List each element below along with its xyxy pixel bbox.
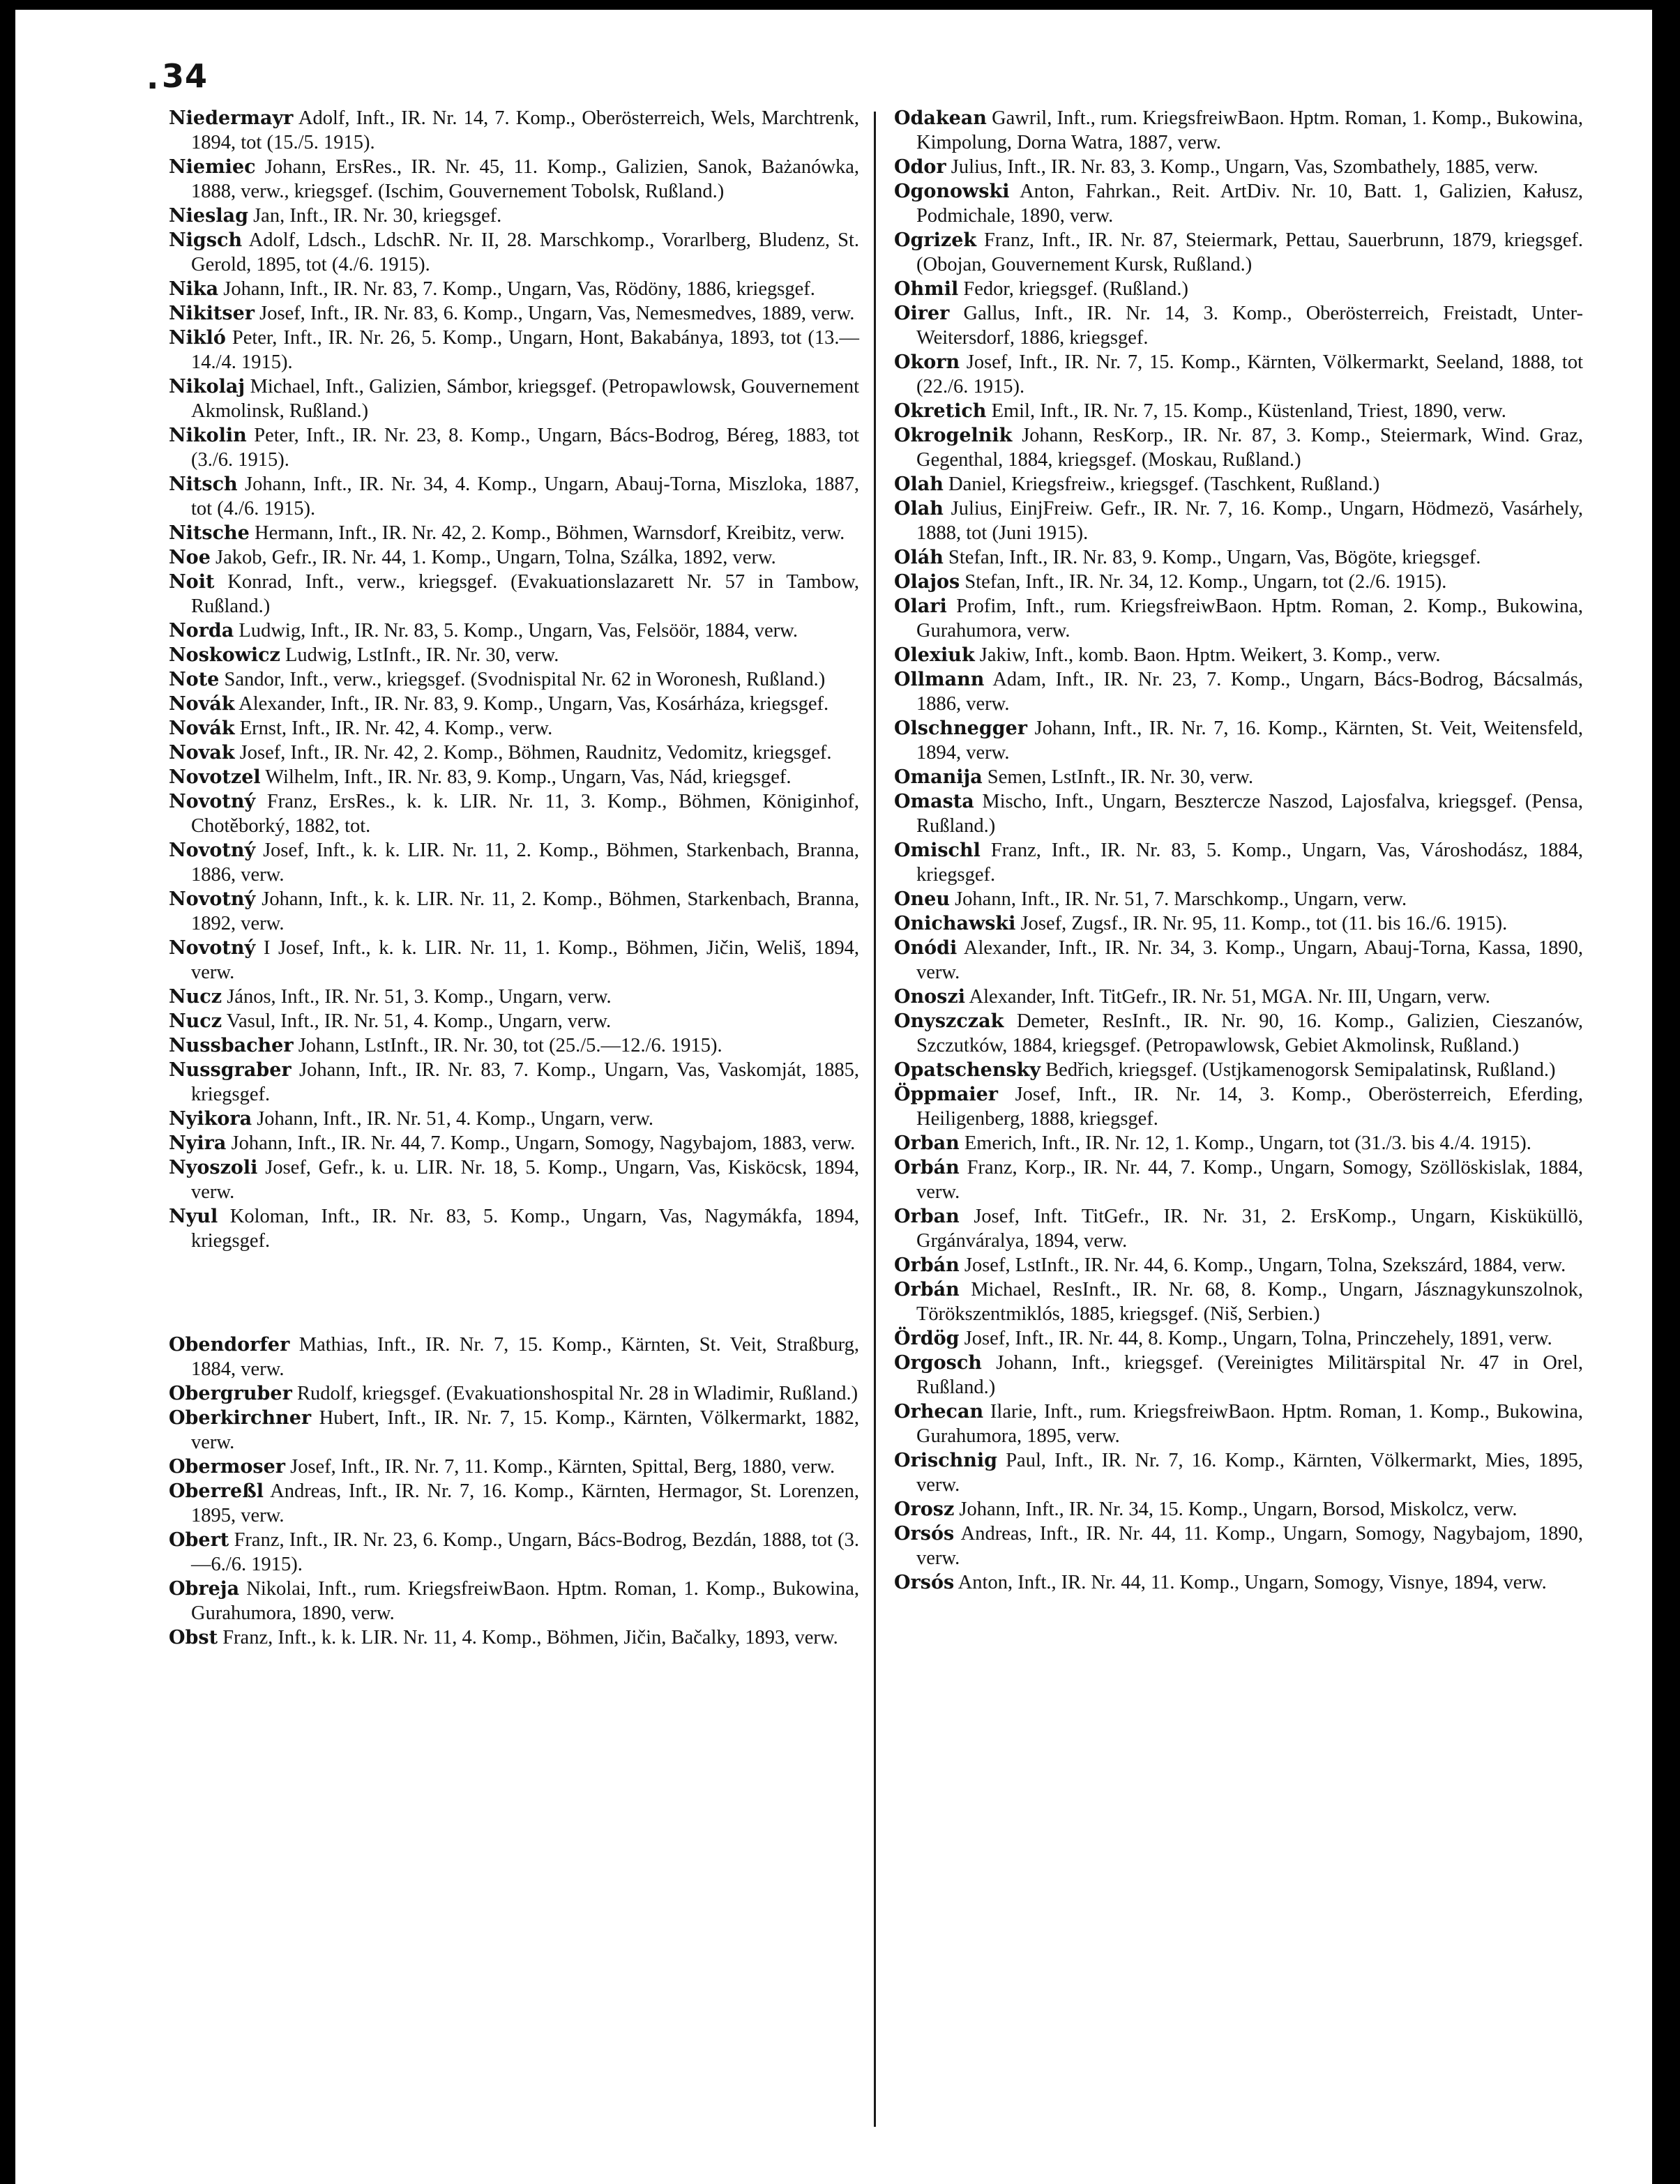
list-entry [169,1577,859,1625]
scan-border-top [0,0,1680,10]
entry-details: Franz, ErsRes., k. k. LIR. Nr. 11, 3. Komp., Böhmen, Königinhof, Chotěborký, 1882, tot. [191,791,860,837]
entry-surname: Orhecan [894,1401,984,1423]
entry-surname: Norda [169,620,234,642]
entry-details: Emil, Inft., IR. Nr. 7, 15. Komp., Küstenland, Triest, 1890, verw. [991,400,1506,422]
list-entry [894,301,1583,350]
entry-surname: Nyira [169,1132,227,1154]
entry-surname: Ördög [894,1328,960,1349]
entry-surname: Orgosch [894,1352,982,1374]
entry-details: Jan, Inft., IR. Nr. 30, kriegsgef. [253,205,502,227]
entry-surname: Ollmann [894,669,985,690]
list-entry [169,619,859,643]
entry-details: Josef, Inft. TitGefr., IR. Nr. 31, 2. ErsKomp., Ungarn, Kisküküllö, Grgánváralya, 1894, verw. [916,1206,1584,1252]
entry-details: Franz, Inft., IR. Nr. 87, Steiermark, Pettau, Sauerbrunn, 1879, kriegsgef. (Obojan, Gouvernement Kursk, Rußland.) [916,229,1584,275]
entry-surname: Novák [169,693,235,715]
list-entry [169,545,859,570]
entry-surname: Obert [169,1529,229,1551]
entry-surname: Onoszi [894,986,965,1008]
entry-details: Franz, Korp., IR. Nr. 44, 7. Komp., Ungarn, Somogy, Szöllöskislak, 1884, verw. [916,1157,1584,1203]
list-entry [169,326,859,374]
list-entry [169,789,859,838]
entry-details: Fedor, kriegsgef. (Rußland.) [963,278,1188,300]
entry-details: Demeter, ResInft., IR. Nr. 90, 16. Komp., Galizien, Cieszanów, Szczutków, 1884, kriegsgef. (Petropawlowsk, Gebiet Akmolinsk, Rußland.) [916,1010,1584,1056]
list-entry [169,1204,859,1253]
entry-surname: Orischnig [894,1450,998,1471]
entry-details: Rudolf, kriegsgef. (Evakuationshospital Nr. 28 in Wladimir, Rußland.) [296,1383,858,1404]
entry-details: Franz, Inft., IR. Nr. 23, 6. Komp., Ungarn, Bács-Bodrog, Bezdán, 1888, tot (3.—6./6. 1915). [191,1529,859,1575]
entry-surname: Orosz [894,1499,955,1520]
entry-details: Jakiw, Inft., komb. Baon. Hptm. Weikert, 3. Komp., verw. [979,644,1441,666]
entry-details: Ludwig, LstInft., IR. Nr. 30, verw. [285,644,559,666]
entry-surname: Nitsche [169,522,250,544]
entry-details: Johann, ResKorp., IR. Nr. 87, 3. Komp., Steiermark, Wind. Graz, Gegenthal, 1884, kriegsgef. (Moskau, Rußland.) [916,425,1584,471]
list-entry [894,155,1583,179]
entry-surname: Okorn [894,351,960,373]
entry-details: Bedřich, kriegsgef. (Ustjkamenogorsk Semipalatinsk, Rußland.) [1045,1059,1556,1081]
entry-surname: Olexiuk [894,644,975,666]
entry-surname: Olschnegger [894,718,1028,739]
list-entry [169,643,859,667]
entry-surname: Nyul [169,1206,218,1227]
list-entry [894,545,1583,570]
entries-n-group [169,106,859,1253]
list-entry [894,399,1583,423]
entry-details: Stefan, Inft., IR. Nr. 34, 12. Komp., Ungarn, tot (2./6. 1915). [964,571,1447,593]
entry-details: Adam, Inft., IR. Nr. 23, 7. Komp., Ungarn, Bács-Bodrog, Bácsalmás, 1886, verw. [916,669,1583,715]
entry-details: Koloman, Inft., IR. Nr. 83, 5. Komp., Ungarn, Vas, Nagymákfa, 1894, kriegsgef. [191,1206,859,1252]
list-entry [894,570,1583,594]
list-entry [894,228,1583,277]
entry-details: Konrad, Inft., verw., kriegsgef. (Evakuationslazarett Nr. 57 in Tambow, Rußland.) [191,571,859,617]
entry-details: Sandor, Inft., verw., kriegsgef. (Svodnispital Nr. 62 in Woronesh, Rußland.) [224,669,826,690]
entry-surname: Ogonowski [894,181,1010,202]
entry-surname: Omischl [894,840,981,861]
entry-surname: Odor [894,156,946,178]
entry-details: Andreas, Inft., IR. Nr. 44, 11. Komp., Ungarn, Somogy, Nagybajom, 1890, verw. [916,1523,1583,1569]
list-entry [894,1009,1583,1058]
entry-surname: Onyszczak [894,1010,1004,1032]
entries-right [894,106,1583,1595]
entry-details: János, Inft., IR. Nr. 51, 3. Komp., Ungarn, verw. [227,986,612,1008]
list-entry [169,423,859,472]
entry-surname: Onódi [894,937,958,959]
entry-surname: Okrogelnik [894,425,1013,446]
entry-details: Julius, Inft., IR. Nr. 83, 3. Komp., Ungarn, Vas, Szombathely, 1885, verw. [951,156,1538,178]
entry-details: Josef, Inft., k. k. LIR. Nr. 11, 2. Komp., Böhmen, Starkenbach, Branna, 1886, verw. [191,840,860,886]
list-entry [169,1333,859,1381]
list-entry [894,179,1583,228]
list-entry [894,350,1583,399]
list-entry [169,1625,859,1650]
entry-details: Jakob, Gefr., IR. Nr. 44, 1. Komp., Ungarn, Tolna, Szálka, 1892, verw. [215,547,776,568]
entry-surname: Oberkirchner [169,1407,312,1429]
entry-surname: Novotný [169,888,256,910]
list-entry [894,1522,1583,1570]
entry-surname: Nieslag [169,205,248,227]
list-entry [894,716,1583,765]
entry-surname: Orsós [894,1523,955,1545]
entry-surname: Orbán [894,1254,960,1276]
entry-surname: Olah [894,498,944,520]
list-entry [894,106,1583,155]
entry-surname: Novotzel [169,766,261,788]
entry-surname: Nitsch [169,473,238,495]
entry-surname: Odakean [894,107,987,129]
entry-surname: Noskowicz [169,644,280,666]
entry-surname: Oneu [894,888,950,910]
entry-details: Alexander, Inft., IR. Nr. 83, 9. Komp., Ungarn, Vas, Kosárháza, kriegsgef. [239,693,829,715]
entry-surname: Orban [894,1206,960,1227]
list-entry [169,301,859,326]
list-entry [169,838,859,887]
entry-details: Josef, Gefr., k. u. LIR. Nr. 18, 5. Komp., Ungarn, Vas, Kisköcsk, 1894, verw. [191,1157,859,1203]
entry-surname: Orsós [894,1572,955,1593]
list-entry [169,374,859,423]
list-entry [169,1107,859,1131]
entry-details: Julius, EinjFreiw. Gefr., IR. Nr. 7, 16. Komp., Ungarn, Hödmezö, Vasárhely, 1888, tot (Juni 1915). [916,498,1583,544]
list-entry [169,1033,859,1058]
entry-details: Ludwig, Inft., IR. Nr. 83, 5. Komp., Ungarn, Vas, Felsöör, 1884, verw. [239,620,798,642]
list-entry [169,1406,859,1455]
entry-surname: Öppmaier [894,1084,999,1105]
entry-surname: Olah [894,473,944,495]
entry-details: Josef, Inft., IR. Nr. 7, 15. Komp., Kärnten, Völkermarkt, Seeland, 1888, tot (22./6. 1915). [916,351,1584,397]
entry-surname: Obermoser [169,1456,285,1478]
entry-details: Josef, Zugsf., IR. Nr. 95, 11. Komp., tot (11. bis 16./6. 1915). [1020,913,1508,934]
entry-details: Josef, Inft., IR. Nr. 83, 6. Komp., Ungarn, Vas, Nemesmedves, 1889, verw. [259,303,855,324]
list-entry [169,667,859,692]
entry-surname: Obst [169,1627,218,1648]
entry-details: Peter, Inft., IR. Nr. 26, 5. Komp., Ungarn, Hont, Bakabánya, 1893, tot (13.—14./4. 1915). [191,327,859,373]
entry-details: Wilhelm, Inft., IR. Nr. 83, 9. Komp., Ungarn, Vas, Nád, kriegsgef. [265,766,792,788]
list-entry [894,765,1583,789]
list-entry [894,936,1583,985]
entry-surname: Novak [169,742,235,764]
entry-surname: Nika [169,278,219,300]
entry-surname: Novotný [169,937,256,959]
list-entry [894,1131,1583,1155]
entry-details: Hermann, Inft., IR. Nr. 42, 2. Komp., Böhmen, Warnsdorf, Kreibitz, verw. [254,522,845,544]
entry-surname: Ohmil [894,278,959,300]
list-entry [894,1570,1583,1595]
list-entry [169,1479,859,1528]
entry-surname: Omasta [894,791,974,812]
entry-details: Andreas, Inft., IR. Nr. 7, 16. Komp., Kärnten, Hermagor, St. Lorenzen, 1895, verw. [191,1480,859,1526]
entry-details: Emerich, Inft., IR. Nr. 12, 1. Komp., Ungarn, tot (31./3. bis 4./4. 1915). [964,1132,1531,1154]
entry-details: Vasul, Inft., IR. Nr. 51, 4. Komp., Ungarn, verw. [226,1010,612,1032]
entry-details: Johann, Inft., IR. Nr. 51, 4. Komp., Ungarn, verw. [257,1108,654,1130]
entry-surname: Nucz [169,986,222,1008]
entry-surname: Oirer [894,303,950,324]
entry-surname: Nucz [169,1010,222,1032]
entry-details: Johann, Inft., IR. Nr. 34, 4. Komp., Ungarn, Abauj-Torna, Miszloka, 1887, tot (4./6. 1915). [191,473,860,520]
left-column [169,106,859,1650]
list-entry [169,1058,859,1107]
entry-details: Johann, LstInft., IR. Nr. 30, tot (25./5.—12./6. 1915). [298,1035,722,1056]
entry-details: Ilarie, Inft., rum. KriegsfreiwBaon. Hptm. Roman, 1. Komp., Bukowina, Gurahumora, 1895, verw. [916,1401,1583,1447]
entry-details: Anton, Fahrkan., Reit. ArtDiv. Nr. 10, Batt. 1, Galizien, Kałusz, Podmichale, 1890, verw. [916,181,1584,227]
entry-surname: Obreja [169,1578,240,1600]
entry-surname: Nussbacher [169,1035,294,1056]
list-entry [894,1253,1583,1277]
entry-details: Franz, Inft., IR. Nr. 83, 5. Komp., Ungarn, Vas, Városhodász, 1884, kriegsgef. [916,840,1583,886]
entry-details: Johann, Inft., IR. Nr. 34, 15. Komp., Ungarn, Borsod, Miskolcz, verw. [959,1499,1518,1520]
entry-surname: Nikló [169,327,226,349]
entry-details: Mathias, Inft., IR. Nr. 7, 15. Komp., Kärnten, St. Veit, Straßburg, 1884, verw. [191,1334,859,1380]
entry-surname: Nikolin [169,425,247,446]
scan-border-right [1652,0,1680,2184]
entry-details: Johann, Inft., IR. Nr. 44, 7. Komp., Ungarn, Somogy, Nagybajom, 1883, verw. [231,1132,856,1154]
entry-details: Josef, Inft., IR. Nr. 14, 3. Komp., Oberösterreich, Eferding, Heiligenberg, 1888, kriegsgef. [916,1084,1584,1130]
entry-details: Paul, Inft., IR. Nr. 7, 16. Komp., Kärnten, Völkermarkt, Mies, 1895, verw. [916,1450,1584,1496]
entry-surname: Obergruber [169,1383,292,1404]
entry-surname: Nikitser [169,303,255,324]
list-entry [169,716,859,741]
entry-surname: Ogrizek [894,229,977,251]
entry-details: Johann, Inft., IR. Nr. 83, 7. Komp., Ungarn, Vas, Rödöny, 1886, kriegsgef. [223,278,815,300]
list-entry [894,1326,1583,1351]
entry-details: I Josef, Inft., k. k. LIR. Nr. 11, 1. Komp., Böhmen, Jičin, Weliš, 1894, verw. [191,937,860,983]
list-entry [894,887,1583,911]
entry-details: Johann, Inft., k. k. LIR. Nr. 11, 2. Komp., Böhmen, Starkenbach, Branna, 1892, verw. [191,888,860,934]
list-entry [169,1155,859,1204]
entry-surname: Okretich [894,400,987,422]
entry-surname: Novotný [169,840,256,861]
entry-details: Semen, LstInft., IR. Nr. 30, verw. [987,766,1254,788]
entry-details: Johann, Inft., IR. Nr. 51, 7. Marschkomp., Ungarn, verw. [955,888,1407,910]
list-entry [894,423,1583,472]
list-entry [894,1351,1583,1400]
list-entry [894,985,1583,1009]
entry-details: Johann, Inft., kriegsgef. (Vereinigtes Militärspital Nr. 47 in Orel, Rußland.) [916,1352,1584,1398]
list-entry [169,1528,859,1577]
page-number: . 34 [162,57,208,95]
list-entry [169,472,859,521]
entry-surname: Niemiec [169,156,256,178]
list-entry [894,1400,1583,1448]
entry-surname: Nussgraber [169,1059,292,1081]
list-entry [894,1155,1583,1204]
list-entry [169,936,859,985]
entry-details: Josef, LstInft., IR. Nr. 44, 6. Komp., Ungarn, Tolna, Szekszárd, 1884, verw. [964,1254,1566,1276]
entry-details: Adolf, Inft., IR. Nr. 14, 7. Komp., Oberösterreich, Wels, Marchtrenk, 1894, tot (15./5. 1915). [191,107,859,153]
list-entry [169,985,859,1009]
list-entry [894,838,1583,887]
entry-details: Mischo, Inft., Ungarn, Besztercze Naszod, Lajosfalva, kriegsgef. (Pensa, Rußland.) [916,791,1583,837]
entry-details: Gawril, Inft., rum. KriegsfreiwBaon. Hptm. Roman, 1. Komp., Bukowina, Kimpolung, Dorna Watra, 1887, verw. [916,107,1584,153]
entry-details: Nikolai, Inft., rum. KriegsfreiwBaon. Hptm. Roman, 1. Komp., Bukowina, Gurahumora, 1890, verw. [191,1578,859,1624]
list-entry [169,277,859,301]
list-entry [169,570,859,619]
entry-surname: Opatschensky [894,1059,1041,1081]
entry-surname: Novotný [169,791,256,812]
list-entry [894,789,1583,838]
list-entry [169,765,859,789]
entry-details: Peter, Inft., IR. Nr. 23, 8. Komp., Ungarn, Bács-Bodrog, Béreg, 1883, tot (3./6. 1915). [191,425,859,471]
list-entry [894,1082,1583,1131]
entries-o-group [169,1333,859,1650]
list-entry [894,496,1583,545]
entry-details: Alexander, Inft., IR. Nr. 34, 3. Komp., Ungarn, Abauj-Torna, Kassa, 1890, verw. [916,937,1583,983]
entry-details: Josef, Inft., IR. Nr. 42, 2. Komp., Böhmen, Raudnitz, Vedomitz, kriegsgef. [239,742,832,764]
entry-details: Franz, Inft., k. k. LIR. Nr. 11, 4. Komp., Böhmen, Jičin, Bačalky, 1893, verw. [222,1627,838,1648]
list-entry [169,1455,859,1479]
list-entry [169,741,859,765]
list-entry [894,594,1583,643]
list-entry [169,887,859,936]
entry-details: Josef, Inft., IR. Nr. 7, 11. Komp., Kärnten, Spittal, Berg, 1880, verw. [290,1456,835,1478]
entry-details: Ernst, Inft., IR. Nr. 42, 4. Komp., verw. [239,718,553,739]
entry-details: Michael, Inft., Galizien, Sámbor, kriegsgef. (Petropawlowsk, Gouvernement Akmolinsk, Rußland.) [191,376,859,422]
entry-surname: Nyoszoli [169,1157,258,1178]
entry-surname: Noit [169,571,215,593]
entry-surname: Onichawski [894,913,1016,934]
right-column [894,106,1583,1595]
entry-details: Johann, ErsRes., IR. Nr. 45, 11. Komp., Galizien, Sanok, Bażanówka, 1888, verw., kriegsgef. (Ischim, Gouvernement Tobolsk, Rußland.) [191,156,859,202]
entry-surname: Nigsch [169,229,243,251]
list-entry [169,228,859,277]
entry-surname: Noe [169,547,211,568]
entry-surname: Omanija [894,766,983,788]
entry-details: Daniel, Kriegsfreiw., kriegsgef. (Taschkent, Rußland.) [948,473,1380,495]
entry-surname: Obendorfer [169,1334,290,1356]
entry-surname: Olari [894,596,947,617]
list-entry [169,1131,859,1155]
list-entry [894,911,1583,936]
entry-surname: Olajos [894,571,960,593]
list-entry [894,643,1583,667]
entry-surname: Oberreßl [169,1480,264,1502]
entry-details: Hubert, Inft., IR. Nr. 7, 15. Komp., Kärnten, Völkermarkt, 1882, verw. [191,1407,860,1453]
list-entry [894,1448,1583,1497]
entry-surname: Orbán [894,1157,960,1178]
entry-details: Adolf, Ldsch., LdschR. Nr. II, 28. Marschkomp., Vorarlberg, Bludenz, St. Gerold, 1895, tot (4./6. 1915). [191,229,860,275]
section-gap [169,1253,859,1333]
entry-surname: Orban [894,1132,960,1154]
entry-surname: Nikolaj [169,376,245,397]
entry-details: Johann, Inft., IR. Nr. 83, 7. Komp., Ungarn, Vas, Vaskomját, 1885, kriegsgef. [191,1059,859,1105]
column-divider [874,112,876,2127]
list-entry [894,1277,1583,1326]
list-entry [169,204,859,228]
entry-details: Profim, Inft., rum. KriegsfreiwBaon. Hptm. Roman, 2. Komp., Bukowina, Gurahumora, verw. [916,596,1584,642]
entry-details: Josef, Inft., IR. Nr. 44, 8. Komp., Ungarn, Tolna, Princzehely, 1891, verw. [964,1328,1552,1349]
list-entry [169,1009,859,1033]
list-entry [169,692,859,716]
list-entry [894,1058,1583,1082]
entry-surname: Oláh [894,547,944,568]
entry-surname: Novák [169,718,235,739]
list-entry [169,155,859,204]
list-entry [894,1497,1583,1522]
entry-surname: Nyikora [169,1108,252,1130]
list-entry [169,1381,859,1406]
entry-details: Johann, Inft., IR. Nr. 7, 16. Komp., Kärnten, St. Veit, Weitensfeld, 1894, verw. [916,718,1584,764]
list-entry [169,106,859,155]
list-entry [894,1204,1583,1253]
entry-surname: Niedermayr [169,107,294,129]
entry-details: Gallus, Inft., IR. Nr. 14, 3. Komp., Oberösterreich, Freistadt, Unter-Weitersdorf, 1886, kriegsgef. [916,303,1583,349]
entry-details: Stefan, Inft., IR. Nr. 83, 9. Komp., Ungarn, Vas, Bögöte, kriegsgef. [948,547,1481,568]
entry-details: Michael, ResInft., IR. Nr. 68, 8. Komp., Ungarn, Jásznagykunszolnok, Törökszentmiklós, 1885, kriegsgef. (Niš, Serbien.) [916,1279,1584,1325]
list-entry [894,277,1583,301]
list-entry [894,667,1583,716]
entry-surname: Orbán [894,1279,960,1300]
entry-details: Alexander, Inft. TitGefr., IR. Nr. 51, MGA. Nr. III, Ungarn, verw. [969,986,1490,1008]
list-entry [894,472,1583,496]
list-entry [169,521,859,545]
scan-border-left [0,0,15,2184]
entry-details: Anton, Inft., IR. Nr. 44, 11. Komp., Ungarn, Somogy, Visnye, 1894, verw. [958,1572,1547,1593]
entry-surname: Note [169,669,220,690]
